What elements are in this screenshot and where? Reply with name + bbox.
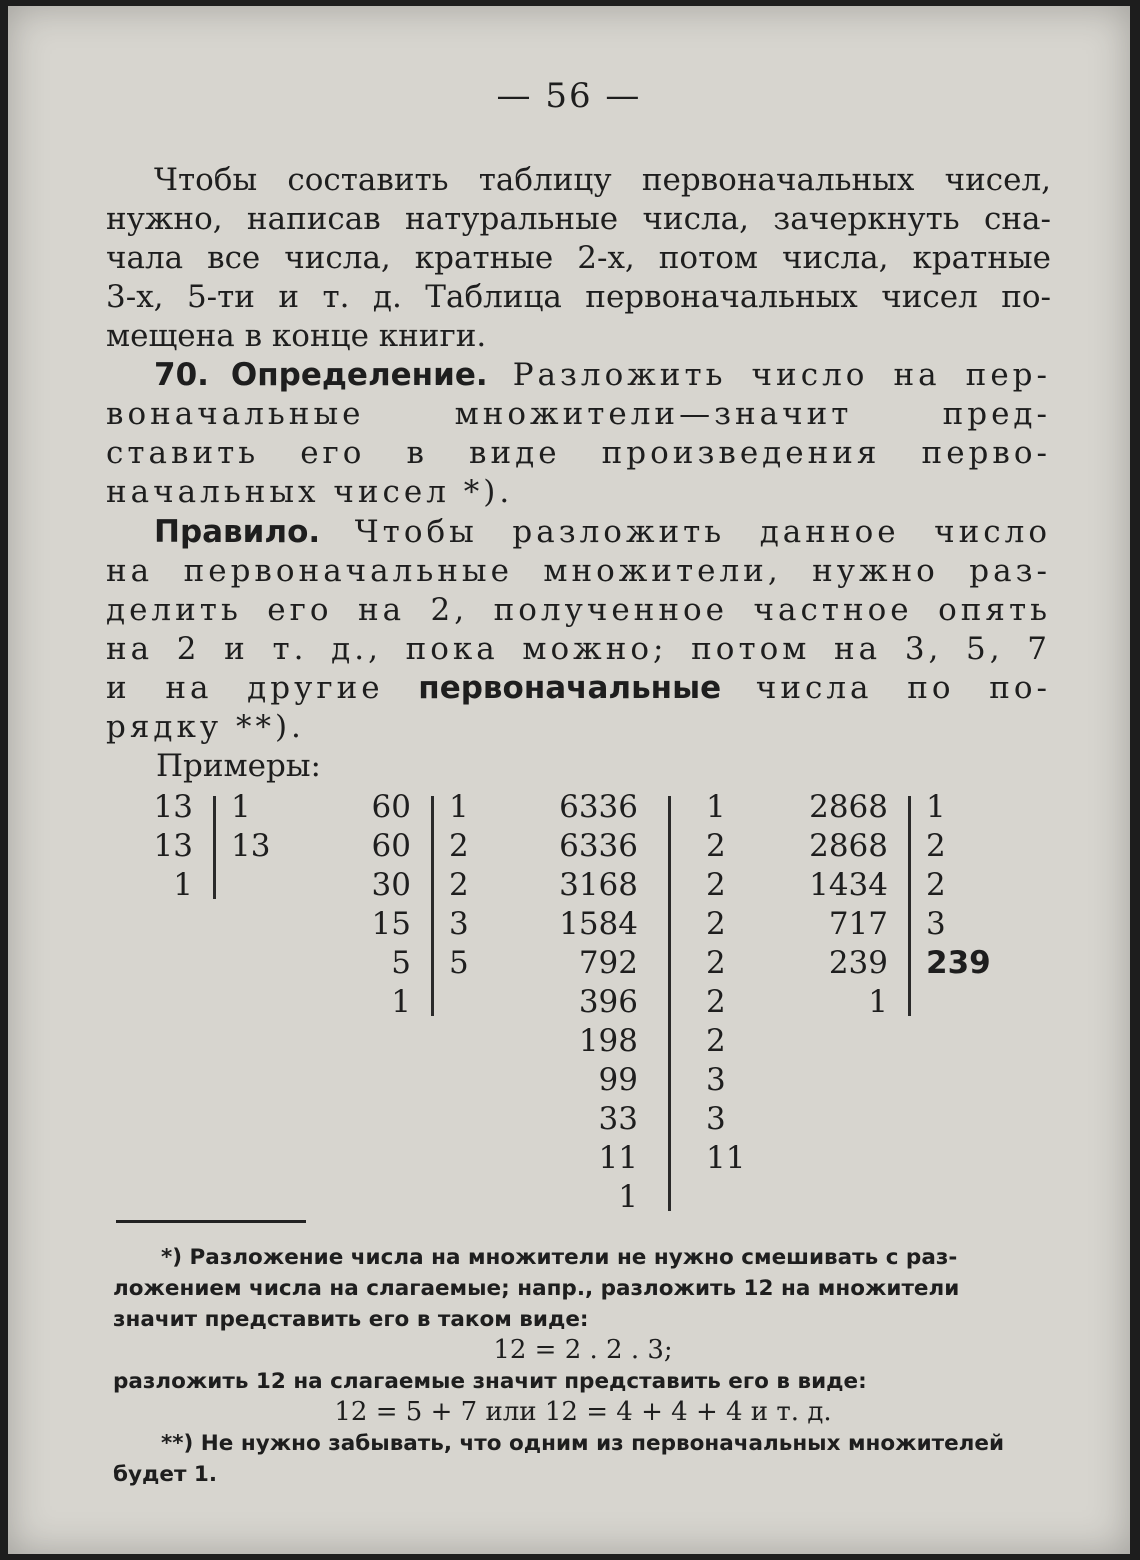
- definition-line: начальных чисел *).: [106, 474, 514, 510]
- quotient-value: 6336: [559, 789, 638, 825]
- intro-paragraph: [106, 161, 1051, 356]
- divisor-value: 2: [706, 828, 726, 864]
- footnote-line: значит представить его в таком виде:: [113, 1307, 589, 1332]
- footnote-2-line: **) Не нужно забывать, что одним из первоначальных множителей: [161, 1431, 1005, 1456]
- quotient-value: 1: [618, 1179, 638, 1215]
- quotient-value: 1: [868, 984, 888, 1020]
- divisor-value: 2: [449, 867, 469, 903]
- footnote-separator: [116, 1220, 306, 1223]
- division-bar: [908, 796, 911, 1016]
- divisor-value: 1: [706, 789, 726, 825]
- divisor-value: 3: [706, 1062, 726, 1098]
- quotient-value: 15: [371, 906, 411, 942]
- definition-line: Разложить число на пер-: [512, 357, 1051, 393]
- quotient-value: 2868: [809, 789, 888, 825]
- intro-line: мещена в конце книги.: [106, 318, 487, 354]
- intro-line: Чтобы составить таблицу первоначальных чисел,: [154, 162, 1051, 198]
- divisor-value: 2: [926, 828, 946, 864]
- intro-line: нужно, написав натуральные числа, зачеркнуть сна-: [106, 201, 1051, 237]
- rule-paragraph: [106, 513, 1051, 747]
- divisor-value: 1: [231, 789, 251, 825]
- divisor-value: 1: [449, 789, 469, 825]
- quotient-value: 6336: [559, 828, 638, 864]
- quotient-value: 717: [828, 906, 888, 942]
- rule-line: на 2 и т. д., пока можно; потом на 3, 5, 7: [106, 631, 1051, 667]
- quotient-value: 5: [391, 945, 411, 981]
- quotient-value: 2868: [809, 828, 888, 864]
- rule-line: делить его на 2, полученное частное опять: [106, 592, 1051, 628]
- quotient-value: 1: [391, 984, 411, 1020]
- divisor-value: 13: [231, 828, 271, 864]
- quotient-value: 13: [153, 789, 193, 825]
- divisor-value: 11: [706, 1140, 746, 1176]
- footnote-formula: 12 = 2 . 2 . 3;: [493, 1335, 673, 1365]
- footnote-line: разложить 12 на слагаемые значит представить его в виде:: [113, 1369, 867, 1394]
- rule-line-part: и на другие: [106, 670, 384, 706]
- book-page: [8, 6, 1130, 1554]
- examples-label: Примеры:: [156, 748, 321, 784]
- divisor-value: 3: [926, 906, 946, 942]
- quotient-value: 33: [598, 1101, 638, 1137]
- quotient-value: 30: [371, 867, 411, 903]
- intro-line: 3-х, 5-ти и т. д. Таблица первоначальных чисел по-: [106, 279, 1051, 315]
- definition-line: ставить его в виде произведения перво-: [106, 435, 1051, 471]
- quotient-value: 60: [371, 828, 411, 864]
- divisor-value: 2: [706, 984, 726, 1020]
- quotient-value: 396: [578, 984, 638, 1020]
- footnote-2-line: будет 1.: [113, 1462, 218, 1487]
- division-bar: [668, 796, 671, 1211]
- quotient-value: 1: [173, 867, 193, 903]
- divisor-value: 3: [449, 906, 469, 942]
- divisor-value: 2: [449, 828, 469, 864]
- footnote-1: [113, 1242, 1053, 1490]
- divisor-value: 3: [706, 1101, 726, 1137]
- quotient-value: 1434: [809, 867, 888, 903]
- rule-line: рядку **).: [106, 709, 305, 745]
- quotient-value: 3168: [559, 867, 638, 903]
- rule-line-part: числа по по-: [755, 670, 1052, 706]
- quotient-value: 1584: [559, 906, 638, 942]
- division-bar: [431, 796, 434, 1016]
- division-bar: [213, 796, 216, 899]
- divisor-value: 5: [449, 945, 469, 981]
- footnote-line: *) Разложение числа на множители не нужно смешивать с раз-: [161, 1245, 958, 1270]
- footnote-formula: 12 = 5 + 7 или 12 = 4 + 4 + 4 и т. д.: [334, 1397, 832, 1427]
- page-number: — 56 —: [496, 76, 642, 116]
- quotient-value: 239: [828, 945, 888, 981]
- divisor-value: 2: [706, 1023, 726, 1059]
- quotient-value: 60: [371, 789, 411, 825]
- divisor-value: 2: [706, 867, 726, 903]
- rule-line: [106, 669, 1051, 708]
- divisor-value: 2: [926, 867, 946, 903]
- divisor-value: 1: [926, 789, 946, 825]
- definition-paragraph: [106, 356, 1051, 512]
- definition-heading: 70. Определение.: [154, 357, 488, 393]
- divisor-value: 239: [926, 945, 991, 981]
- rule-heading: Правило.: [154, 514, 321, 550]
- intro-line: чала все числа, кратные 2-х, потом числа, кратные: [106, 240, 1051, 276]
- quotient-value: 11: [598, 1140, 638, 1176]
- rule-emphasis: первоначальные: [418, 670, 722, 706]
- rule-line: на первоначальные множители, нужно раз-: [106, 553, 1051, 589]
- quotient-value: 13: [153, 828, 193, 864]
- quotient-value: 792: [578, 945, 638, 981]
- divisor-value: 2: [706, 945, 726, 981]
- quotient-value: 99: [598, 1062, 638, 1098]
- divisor-value: 2: [706, 906, 726, 942]
- definition-line: воначальные множители—значит пред-: [106, 396, 1051, 432]
- quotient-value: 198: [578, 1023, 638, 1059]
- rule-line: Чтобы разложить данное число: [354, 514, 1052, 550]
- footnote-line: ложением числа на слагаемые; напр., разложить 12 на множители: [113, 1276, 960, 1301]
